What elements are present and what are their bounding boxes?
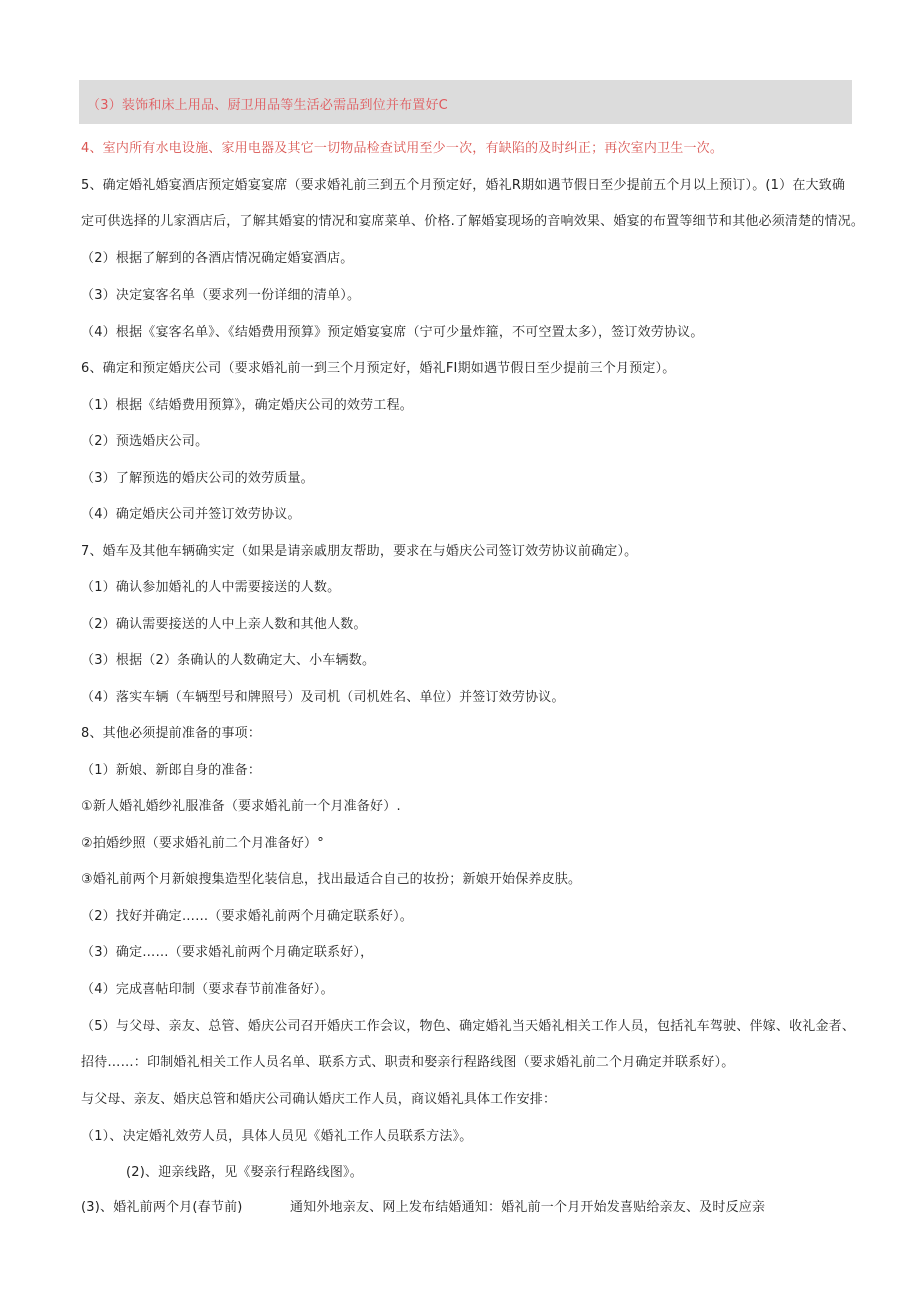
paragraph-line: 招待……：印制婚礼相关工作人员名单、联系方式、职责和娶亲行程路线图（要求婚礼前二个月确定并联系好）。	[81, 1055, 735, 1070]
paragraph-line: （5）与父母、亲友、总管、婚庆公司召开婚庆工作会议，物色、确定婚礼当天婚礼相关工作人员，包括礼车驾驶、伴嫁、收礼金者、	[81, 1019, 856, 1034]
schedule-phase: (3)、婚礼前两个月(春节前)	[81, 1200, 243, 1215]
paragraph-line: 5、确定婚礼婚宴酒店预定婚宴宴席（要求婚礼前三到五个月预定好，婚礼R期如遇节假日至少提前五个月以上预订）。(1）在大致确	[81, 178, 846, 193]
paragraph-line: 与父母、亲友、婚庆总管和婚庆公司确认婚庆工作人员，商议婚礼具体工作安排：	[81, 1092, 557, 1107]
paragraph-line: 6、确定和预定婚庆公司（要求婚礼前一到三个月预定好，婚礼FI期如遇节假日至少提前三个月预定）。	[81, 361, 676, 376]
paragraph-line: （4）确定婚庆公司并签订效劳协议。	[81, 507, 301, 522]
paragraph-line: （4）落实车辆（车辆型号和牌照号）及司机（司机姓名、单位）并签订效劳协议。	[81, 690, 565, 705]
paragraph-line: 4、室内所有水电设施、家用电器及其它一切物品检查试用至少一次，有缺陷的及时纠正；再次室内卫生一次。	[81, 141, 724, 156]
paragraph-line: （4）完成喜帖印制（要求春节前准备好）。	[81, 982, 334, 997]
paragraph-line: ③婚礼前两个月新娘搜集造型化装信息，找出最适合自己的妆扮；新娘开始保养皮肤。	[81, 872, 582, 887]
paragraph-line: (2)、迎亲线路，见《娶亲行程路线图》。	[126, 1165, 363, 1180]
paragraph-line: （4）根据《宴客名单》、《结婚费用预算》预定婚宴宴席（宁可少量炸箍，不可空置太多），签订效劳协议。	[81, 325, 704, 340]
paragraph-line: （3）根据（2）条确认的人数确定大、小车辆数。	[81, 653, 376, 668]
paragraph-line: 7、婚车及其他车辆确实定（如果是请亲戚朋友帮助，要求在与婚庆公司签订效劳协议前确定）。	[81, 544, 638, 559]
paragraph-line: （3）决定宴客名单（要求列一份详细的清单）。	[81, 288, 361, 303]
banner-text: （3）装饰和床上用品、厨卫用品等生活必需品到位并布置好C	[87, 98, 448, 113]
paragraph-line: 定可供选择的儿家酒店后，了解其婚宴的情况和宴席菜单、价格.了解婚宴现场的音响效果、婚宴的布置等细节和其他必须清楚的情况。	[81, 214, 865, 229]
paragraph-line: （2）找好并确定……（要求婚礼前两个月确定联系好）。	[81, 909, 413, 924]
paragraph-line: 8、其他必须提前准备的事项：	[81, 726, 262, 741]
paragraph-line: （2）根据了解到的各酒店情况确定婚宴酒店。	[81, 251, 354, 266]
paragraph-line: （1）新娘、新郎自身的准备：	[81, 763, 262, 778]
paragraph-line: （3）确定……（要求婚礼前两个月确定联系好），	[81, 945, 374, 960]
paragraph-line: （1）、决定婚礼效劳人员，具体人员见《婚礼工作人员联系方法》。	[81, 1129, 473, 1144]
paragraph-line: ②拍婚纱照（要求婚礼前二个月准备好）°	[81, 836, 324, 851]
paragraph-line: （3）了解预选的婚庆公司的效劳质量。	[81, 471, 314, 486]
paragraph-line: （2）确认需要接送的人中上亲人数和其他人数。	[81, 617, 367, 632]
paragraph-line: （1）确认参加婚礼的人中需要接送的人数。	[81, 580, 341, 595]
paragraph-line: （2）预选婚庆公司。	[81, 434, 209, 449]
paragraph-line: ①新人婚礼婚纱礼服准备（要求婚礼前一个月准备好）.	[81, 799, 401, 814]
paragraph-line: （1）根据《结婚费用预算》，确定婚庆公司的效劳工程。	[81, 398, 413, 413]
schedule-task: 通知外地亲友、网上发布结婚通知：婚礼前一个月开始发喜贴给亲友、及时反应亲	[290, 1200, 766, 1215]
